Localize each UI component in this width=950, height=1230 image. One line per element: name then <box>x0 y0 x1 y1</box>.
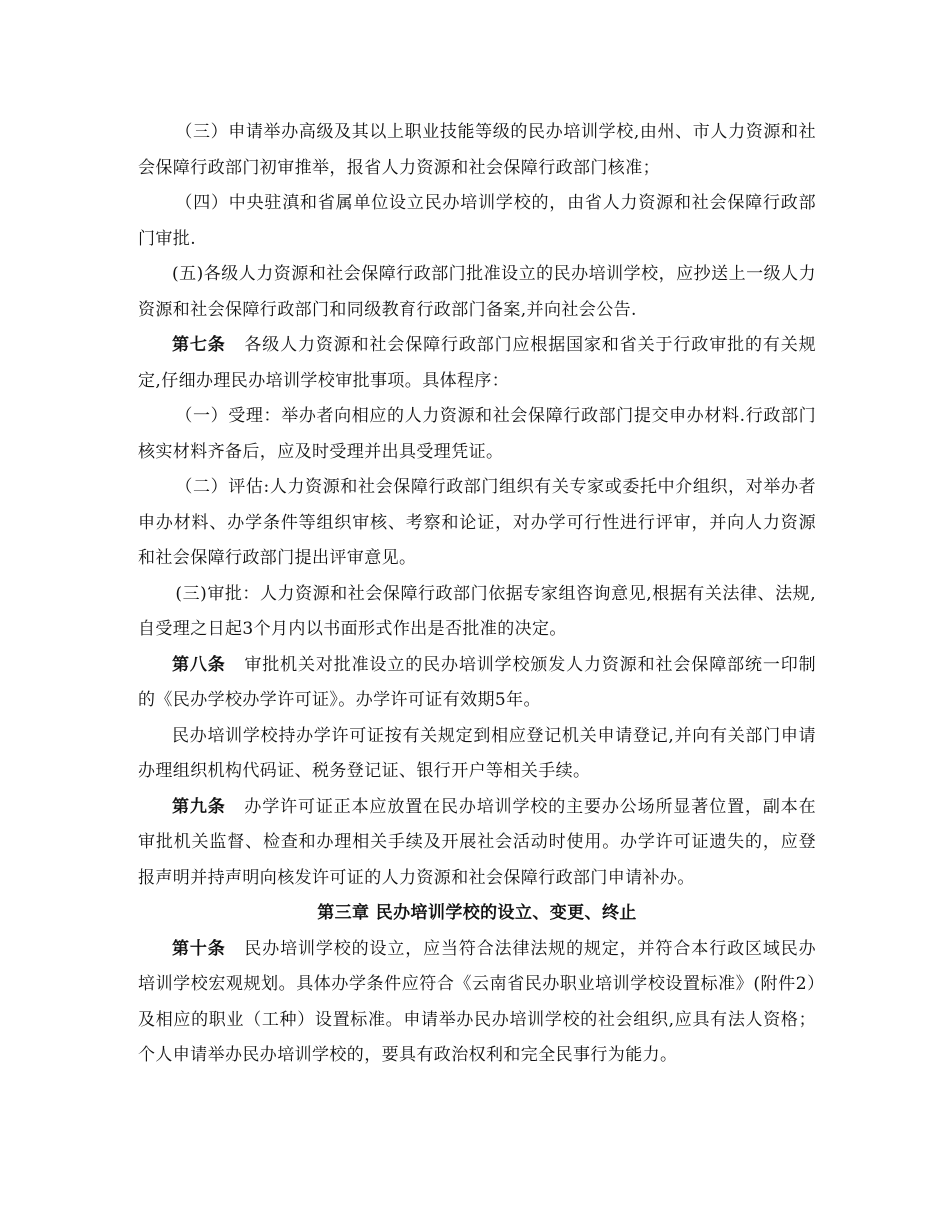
paragraph-item-4: （四）中央驻滇和省属单位设立民办培训学校的，由省人力资源和社会保障行政部门审批. <box>138 193 816 249</box>
article-10-text: 民办培训学校的设立，应当符合法律法规的规定，并符合本行政区域民办培训学校宏观规划。具体办学条件应符合《云南省民办职业培训学校设置标准》(附件2）及相应的职业（工种）设置标准。申请举办民办培训学校的社会组织,应具有法人资格；个人申请举办民办培训学校的，要具有政治权利和完全民事行为能力。 <box>138 938 816 1065</box>
paragraph-item-3: （三）申请举办高级及其以上职业技能等级的民办培训学校,由州、市人力资源和社会保障行政部门初审推举，报省人力资源和社会保障行政部门核准； <box>138 122 816 178</box>
procedure-accept: （一）受理：举办者向相应的人力资源和社会保障行政部门提交申办材料.行政部门核实材料齐备后，应及时受理并出具受理凭证。 <box>138 406 816 462</box>
article-8-label: 第八条 <box>172 654 226 675</box>
article-7 <box>138 328 816 399</box>
procedure-approve: (三)审批：人力资源和社会保障行政部门依据专家组咨询意见,根据有关法律、法规,自受理之日起3个月内以书面形式作出是否批准的决定。 <box>138 583 816 639</box>
paragraph-item-5: (五)各级人力资源和社会保障行政部门批准设立的民办培训学校，应抄送上一级人力资源和社会保障行政部门和同级教育行政部门备案,并向社会公告. <box>138 264 816 320</box>
article-7-label: 第七条 <box>172 335 226 355</box>
chapter-3-heading: 第三章 民办培训学校的设立、变更、终止 <box>317 903 637 923</box>
article-8-text: 审批机关对批准设立的民办培训学校颁发人力资源和社会保障部统一印制的《民办学校办学许可证》。办学许可证有效期5年。 <box>138 654 816 710</box>
article-9-text: 办学许可证正本应放置在民办培训学校的主要办公场所显著位置，副本在审批机关监督、检查和办理相关手续及开展社会活动时使用。办学许可证遗失的，应登报声明并持声明向核发许可证的人力资源和社会保障行政部门申请补办。 <box>138 796 816 888</box>
article-9 <box>138 790 816 897</box>
article-7-text: 各级人力资源和社会保障行政部门应根据国家和省关于行政审批的有关规定,仔细办理民办培训学校审批事项。具体程序： <box>138 335 816 391</box>
article-10 <box>138 932 816 1074</box>
procedure-evaluate: （二）评估:人力资源和社会保障行政部门组织有关专家或委托中介组织，对举办者申办材料、办学条件等组织审核、考察和论证，对办学可行性进行评审，并向人力资源和社会保障行政部门提出评审意见。 <box>138 477 816 568</box>
paragraph-registration: 民办培训学校持办学许可证按有关规定到相应登记机关申请登记,并向有关部门申请办理组织机构代码证、税务登记证、银行开户等相关手续。 <box>138 725 816 781</box>
article-9-label: 第九条 <box>172 796 226 817</box>
article-8 <box>138 648 816 719</box>
article-10-label: 第十条 <box>172 938 226 959</box>
